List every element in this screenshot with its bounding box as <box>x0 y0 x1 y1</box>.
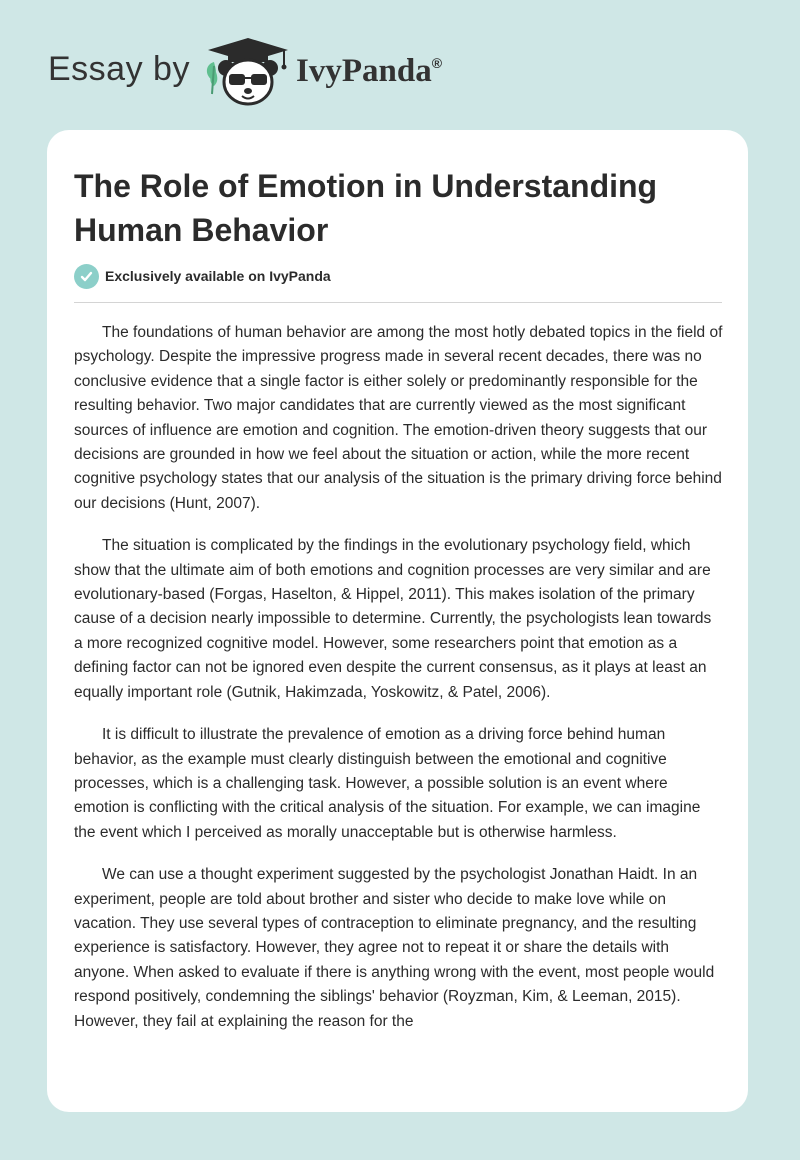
essay-body <box>74 321 724 1052</box>
essay-title: The Role of Emotion in Understanding Human Behavior <box>74 168 658 248</box>
check-icon <box>74 264 99 289</box>
badge-label: Exclusively available on IvyPanda <box>105 268 331 284</box>
essay-card <box>47 130 748 1112</box>
panda-logo-icon[interactable] <box>200 36 296 108</box>
paragraph: It is difficult to illustrate the prevalence of emotion as a driving force behind human behavior, as the example must clearly distinguish between the emotional and cognitive processes, which is a challenging task. However, a possible solution is an event where emotion is conflicting with the critical analysis of the situation. For example, we can imagine the event which I perceived as morally unacceptable but is otherwise harmless. <box>74 726 701 841</box>
registered-mark: ® <box>431 55 443 71</box>
divider <box>74 302 722 303</box>
paragraph: The foundations of human behavior are among the most hotly debated topics in the field of psychology. Despite the impressive progress made in several recent decades, there was no conclusive evidence that a single factor is either solely or predominantly responsible for the resulting behavior. Two major candidates that are currently viewed as the most significant sources of influence are emotion and cognition. The emotion-driven theory suggests that our decisions are grounded in how we feel about the situation or action, while the more recent cognitive psychology states that our analysis of the situation is the primary driving force behind our decisions (Hunt, 2007). <box>74 324 723 512</box>
brand-text: IvyPanda <box>296 53 432 89</box>
paragraph: We can use a thought experiment suggested by the psychologist Jonathan Haidt. In an experiment, people are told about brother and sister who decide to make love while on vacation. They use several types of contraception to eliminate pregnancy, and the resulting experience is satisfactory. However, they agree not to repeat it or share the details with anyone. When asked to evaluate if there is anything wrong with the event, most people would respond positively, condemning the siblings' behavior (Royzman, Kim, & Leeman, 2015). However, they fail at explaining the reason for the <box>74 866 715 1030</box>
paragraph: The situation is complicated by the findings in the evolutionary psychology field, which show that the ultimate aim of both emotions and cognition processes are very similar and are evolutionary-based (Forgas, Haselton, & Hippel, 2011). This makes isolation of the primary cause of a decision nearly impossible to determine. Currently, the psychologists lean towards a more recognized cognitive model. However, some researchers point that emotion as a defining factor can not be ignored even despite the current consensus, as it plays at least an equally important role (Gutnik, Hakimzada, Yoskowitz, & Patel, 2006). <box>74 537 712 701</box>
essay-by-label: Essay by <box>48 50 190 88</box>
exclusive-badge <box>74 263 331 289</box>
site-header <box>0 0 800 130</box>
brand-name[interactable] <box>296 53 442 90</box>
